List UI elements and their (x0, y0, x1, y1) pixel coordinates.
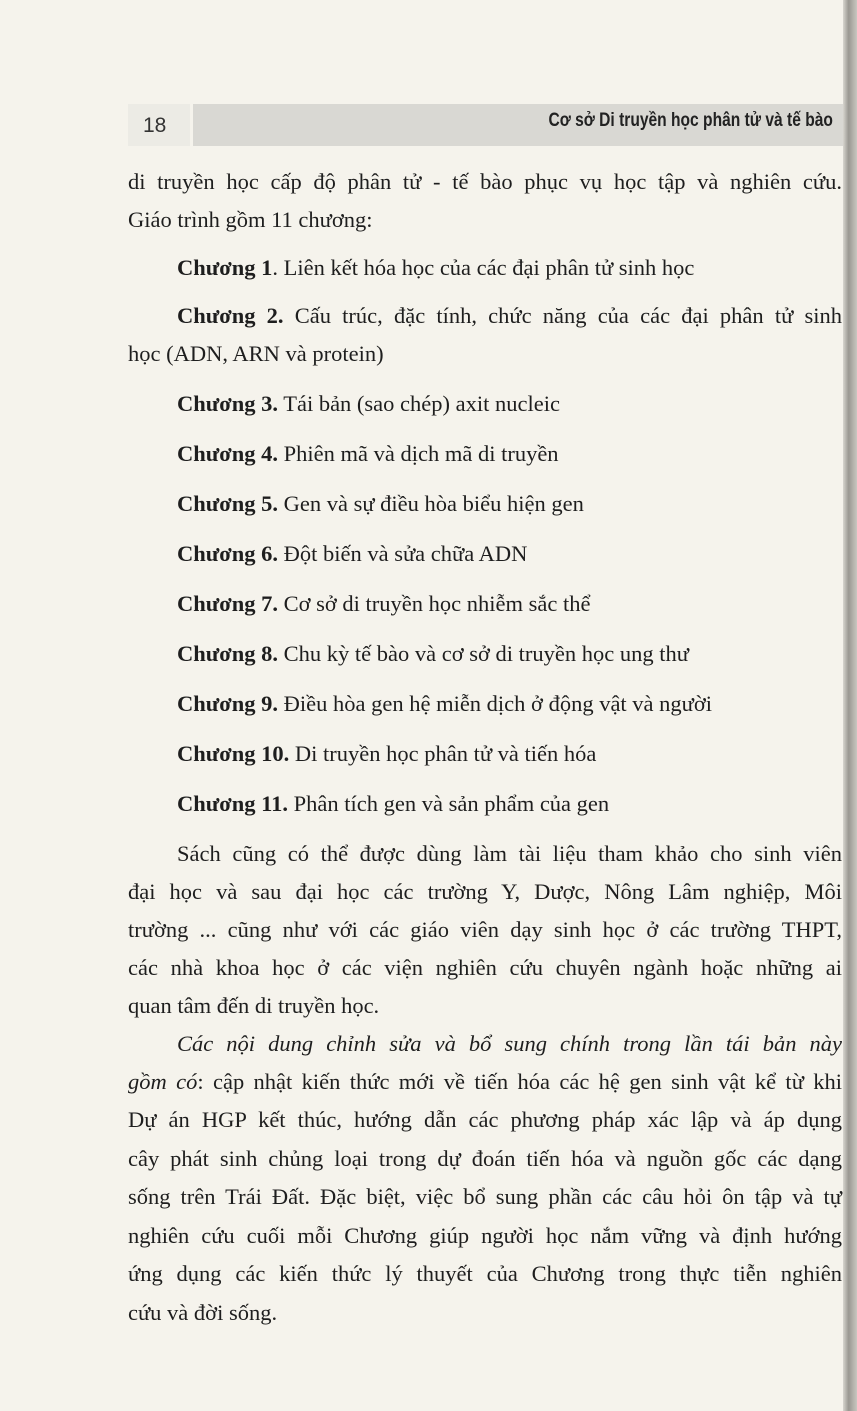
chapter-item (177, 440, 559, 468)
chapter-item (177, 254, 694, 282)
chapter-label: Chương 6. (177, 541, 278, 566)
running-title: Cơ sở Di truyền học phân tử và tế bào (548, 110, 833, 131)
paragraph-line: Các nội dung chỉnh sửa và bổ sung chính trong lần tái bản này (177, 1031, 842, 1056)
chapter-label: Chương 3. (177, 391, 278, 416)
paragraph-line (128, 1068, 842, 1096)
chapter-label: Chương 5. (177, 491, 278, 516)
chapter-item (177, 302, 842, 330)
chapter-title: Chu kỳ tế bào và cơ sở di truyền học ung thư (278, 641, 689, 666)
chapter-label: Chương 11. (177, 791, 288, 816)
chapter-item (177, 690, 712, 718)
intro-line: di truyền học cấp độ phân tử - tế bào phục vụ học tập và nghiên cứu. (128, 169, 842, 194)
chapter-label: Chương 10. (177, 741, 290, 766)
lead-rest: : cập nhật kiến thức mới về tiến hóa các hệ gen sinh vật kể từ khi (197, 1069, 842, 1094)
chapter-item (177, 740, 596, 768)
chapter-title: Cấu trúc, đặc tính, chức năng của các đại phân tử sinh (283, 303, 842, 328)
chapter-label: Chương 7. (177, 591, 278, 616)
paragraph-line: sống trên Trái Đất. Đặc biệt, việc bổ sung phần các câu hỏi ôn tập và tự (128, 1184, 842, 1209)
chapter-item (177, 590, 590, 618)
chapter-title: Điều hòa gen hệ miễn dịch ở động vật và người (278, 691, 713, 716)
chapter-item (177, 540, 527, 568)
chapter-label: Chương 9. (177, 691, 278, 716)
chapter-title-cont: học (ADN, ARN và protein) (128, 341, 384, 366)
chapter-title: Đột biến và sửa chữa ADN (278, 541, 528, 566)
chapter-label: Chương 8. (177, 641, 278, 666)
italic-lead: gồm có (128, 1069, 198, 1094)
chapter-title: Di truyền học phân tử và tiến hóa (289, 741, 597, 766)
paragraph-line: các nhà khoa học ở các viện nghiên cứu chuyên ngành hoặc những ai (128, 955, 842, 980)
chapter-title: Tái bản (sao chép) axit nucleic (278, 391, 560, 416)
chapter-item (177, 790, 609, 818)
paragraph-line: cây phát sinh chủng loại trong dự đoán tiến hóa và nguồn gốc các dạng (128, 1145, 842, 1171)
chapter-title: Phân tích gen và sản phẩm của gen (288, 791, 610, 816)
paragraph-line: đại học và sau đại học các trường Y, Dược, Nông Lâm nghiệp, Môi (128, 879, 842, 904)
chapter-title: Cơ sở di truyền học nhiễm sắc thể (278, 591, 591, 616)
paragraph-line: trường ... cũng như với các giáo viên dạy sinh học ở các trường THPT, (128, 917, 842, 942)
paragraph-line: cứu và đời sống. (128, 1299, 278, 1325)
chapter-title: . Liên kết hóa học của các đại phân tử sinh học (272, 255, 695, 280)
chapter-label: Chương 2. (177, 303, 284, 328)
page-number: 18 (143, 114, 167, 137)
paragraph-line: nghiên cứu cuối mỗi Chương giúp người học nắm vững và định hướng (128, 1222, 842, 1248)
chapter-label: Chương 1 (177, 255, 273, 280)
chapter-title: Gen và sự điều hòa biểu hiện gen (278, 491, 584, 516)
paragraph-line: Dự án HGP kết thúc, hướng dẫn các phương pháp xác lập và áp dụng (128, 1107, 842, 1132)
intro-line: Giáo trình gồm 11 chương: (128, 207, 373, 232)
paragraph-line: quan tâm đến di truyền học. (128, 993, 380, 1018)
chapter-item (177, 390, 560, 418)
paragraph-line: Sách cũng có thể được dùng làm tài liệu tham khảo cho sinh viên (177, 841, 842, 866)
chapter-label: Chương 4. (177, 441, 278, 466)
chapter-title: Phiên mã và dịch mã di truyền (278, 441, 559, 466)
chapter-item (177, 640, 689, 668)
book-edge (843, 0, 857, 1411)
paragraph-line: ứng dụng các kiến thức lý thuyết của Chương trong thực tiễn nghiên (128, 1261, 842, 1286)
chapter-item (177, 490, 584, 518)
